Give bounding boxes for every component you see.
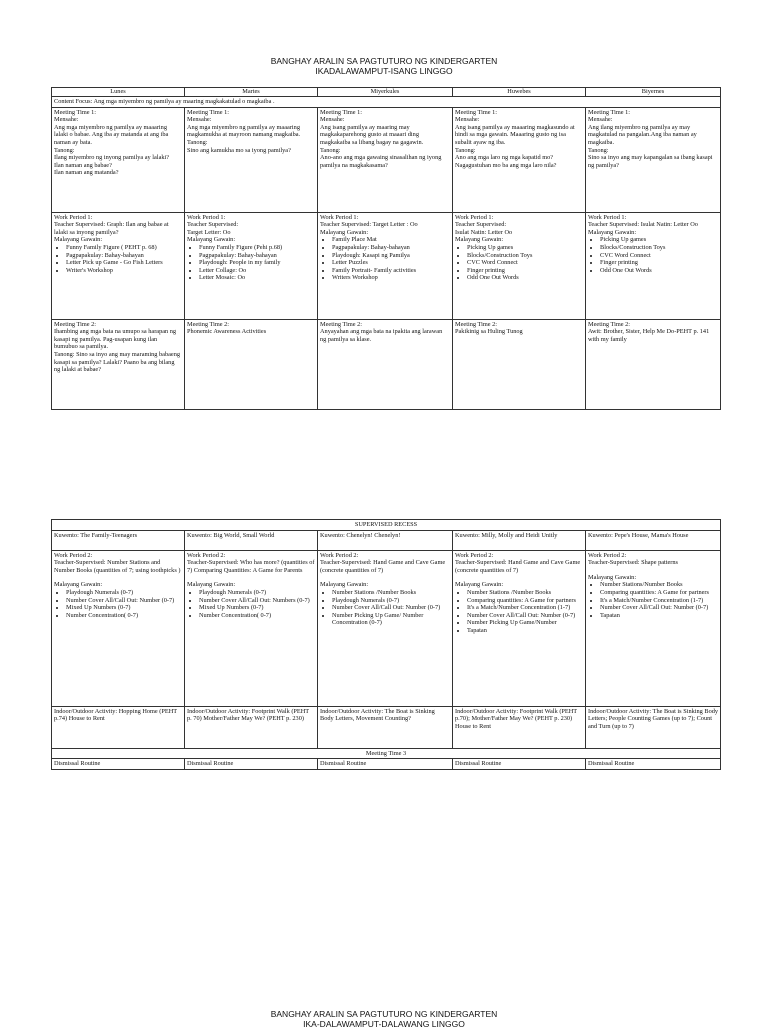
work-period-1-cell — [453, 212, 586, 319]
spacer — [320, 574, 450, 581]
list-item: • It's a Match/Number Concentration (1-7) — [600, 597, 718, 605]
list-item: • Funny Family Figure (Pehi p.68) — [199, 244, 315, 252]
cell-line: Meeting Time 1: — [54, 108, 96, 116]
activity-list — [588, 236, 718, 274]
list-item: • Playdough Numerals (0-7) — [66, 589, 182, 597]
list-item: • Number Cover All/Call Out: Number (0-7) — [467, 612, 583, 620]
cell-line: Ilan naman ang matanda? — [54, 169, 119, 177]
cell-line: Awit: Brother, Sister, Help Me Do-PEHT p. 141 with my family — [588, 328, 710, 343]
day-header-row — [52, 88, 721, 97]
cell-line: Mensahe: — [320, 116, 345, 124]
cell-line: Malayang Gawain: — [187, 236, 236, 244]
list-item: • Blocks/Construction Toys — [600, 244, 718, 252]
indoor-outdoor-row — [52, 706, 721, 748]
list-item: • Letter Puzzles — [332, 259, 450, 267]
content-focus-row — [52, 97, 721, 108]
meeting-time-1-cell — [453, 107, 586, 212]
list-item: • Number Stations /Number Books — [332, 589, 450, 597]
list-item: • Number Concentration( 0-7) — [66, 612, 182, 620]
activity-list — [320, 236, 450, 282]
list-item: • Comparing quantities: A Game for partners — [467, 597, 583, 605]
cell-line: Malayang Gawain: — [54, 236, 103, 244]
cell-line: Ang ilang miyembro ng pamilya ay may magkatulad na pangalan.Ang iba naman ay magkaiba. — [588, 123, 697, 146]
meeting-time-2-cell — [586, 319, 721, 409]
cell-line: Teacher Supervised: — [455, 221, 507, 229]
activity-list — [187, 244, 315, 282]
indoor-outdoor-cell: Indoor/Outdoor Activity: The Boat is Sinking Body Letters; People Counting Games (up to 7); Count and Turn (up to 7) — [586, 706, 721, 748]
page-subtitle: IKADALAWAMPUT-ISANG LINGGO — [315, 66, 453, 76]
list-item: • Funny Family Figure ( PEHT p. 68) — [66, 244, 182, 252]
indoor-outdoor-cell: Indoor/Outdoor Activity: Footprint Walk (PEHT p.70); Mother/Father May We? (PEHT p. 230) House to Rent — [453, 706, 586, 748]
list-item: • Number Stations/Number Books — [600, 581, 718, 589]
activity-list — [588, 581, 718, 619]
recess-row — [52, 520, 721, 531]
activity-list — [54, 589, 182, 619]
cell-line: Ilang miyembro ng inyong pamilya ay lalaki? — [54, 154, 170, 162]
cell-line: Meeting Time 2: — [54, 320, 96, 328]
day-header: Martes — [185, 88, 318, 97]
cell-line: Work Period 2: — [320, 551, 359, 559]
dismissal-cell: Dismissal Routine — [586, 759, 721, 770]
story-cell: Kuwento: The Family-Teenagers — [52, 530, 185, 550]
cell-line: Tanong: Sino sa inyo ang may maraming babaeng kasapi sa pamilya? Lalaki? Paano ba ang bilang ng lalaki at babae? — [54, 350, 180, 374]
story-cell: Kuwento: Milly, Molly and Heidi Unitly — [453, 530, 586, 550]
list-item: • CVC Word Connect — [600, 252, 718, 260]
cell-line: Meeting Time 1: — [588, 108, 630, 116]
list-item: • Finger printing — [600, 259, 718, 267]
list-item: • Comparing quantities: A Game for partners — [600, 589, 718, 597]
indoor-outdoor-cell: Indoor/Outdoor Activity: Hopping Home (PEHT p.74) House to Rent — [52, 706, 185, 748]
spacer — [455, 574, 583, 581]
cell-line: Teacher-Supervised: Shape patterns — [588, 559, 679, 567]
cell-line: Mensahe: — [54, 116, 79, 124]
cell-line: Meeting Time 2: — [588, 320, 630, 328]
list-item: • Odd One Out Words — [467, 274, 583, 282]
list-item: • Writers Workshop — [332, 274, 450, 282]
cell-line: Work Period 2: — [588, 551, 627, 559]
list-item: • Number Cover All/Call Out: Number (0-7) — [66, 597, 182, 605]
cell-line: Pakikinig sa Huling Tunog — [455, 328, 523, 336]
cell-line: Work Period 1: — [588, 213, 627, 221]
cell-line: Meeting Time 2: — [455, 320, 497, 328]
meeting-time-1-cell — [185, 107, 318, 212]
cell-line: Teacher-Supervised: Hand Game and Cave Game (concrete quantities of 7) — [320, 559, 446, 574]
cell-line: Sino ang kamukha mo sa iyong pamilya? — [187, 146, 291, 154]
cell-line: Work Period 2: — [455, 551, 494, 559]
cell-line: Teacher Supervised: Graph: Ilan ang babae at lalaki sa inyong pamilya? — [54, 221, 169, 236]
list-item: • Odd One Out Words — [600, 267, 718, 275]
list-item: • Finger printing — [467, 267, 583, 275]
meeting-time-2-cell — [52, 319, 185, 409]
cell-line: Tanong: — [187, 138, 208, 146]
list-item: • Playdough Numerals (0-7) — [332, 597, 450, 605]
list-item: • Picking Up games — [600, 236, 718, 244]
list-item: • Pagpapakulay: Bahay-bahayan — [199, 252, 315, 260]
list-item: • Writer's Workshop — [66, 267, 182, 275]
list-item: • Mixed Up Numbers (0-7) — [66, 604, 182, 612]
cell-line: Tanong: — [320, 146, 341, 154]
work-period-1-row — [52, 212, 721, 319]
activity-list — [54, 244, 182, 274]
list-item: • Playdough Numerals (0-7) — [199, 589, 315, 597]
dismissal-cell: Dismissal Routine — [52, 759, 185, 770]
dismissal-row — [52, 759, 721, 770]
meeting-time-3: Meeting Time 3 — [52, 748, 721, 759]
spacer — [187, 574, 315, 581]
story-cell: Kuwento: Big World, Small World — [185, 530, 318, 550]
cell-line: Malayang Gawain: — [588, 573, 637, 581]
cell-line: Meeting Time 2: — [320, 320, 362, 328]
day-header: Biyernes — [586, 88, 721, 97]
indoor-outdoor-cell: Indoor/Outdoor Activity: The Boat is Sinking Body Letters, Movement Counting? — [318, 706, 453, 748]
cell-line: Mensahe: — [588, 116, 613, 124]
cell-line: Work Period 1: — [187, 213, 226, 221]
meeting-time-2-row — [52, 319, 721, 409]
list-item: • CVC Word Connect — [467, 259, 583, 267]
cell-line: Malayang Gawain: — [320, 581, 369, 589]
activity-list — [187, 589, 315, 619]
week1-afternoon-table — [51, 519, 721, 770]
story-cell: Kuwento: Chenelyn! Chenelyn! — [318, 530, 453, 550]
cell-line: Tanong: — [588, 146, 609, 154]
cell-line: Malayang Gawain: — [588, 228, 637, 236]
cell-line: Teacher Supervised: — [187, 221, 239, 229]
spacer — [588, 567, 718, 574]
cell-line: Mensahe: — [455, 116, 480, 124]
story-row — [52, 530, 721, 550]
cell-line: Work Period 1: — [455, 213, 494, 221]
cell-line: Malayang Gawain: — [187, 581, 236, 589]
list-item: • Tapatan — [467, 627, 583, 635]
list-item: • Picking Up games — [467, 244, 583, 252]
cell-line: Ang isang pamilya ay maaaring magkasundo at hindi sa mga gawain. Maaaring gusto ng isa subalit ayaw ng iba. — [455, 123, 575, 146]
work-period-2-cell — [586, 550, 721, 706]
activity-list — [455, 244, 583, 282]
list-item: • Family Portrait- Family activities — [332, 267, 450, 275]
list-item: • Playdough: Kasapi ng Pamilya — [332, 252, 450, 260]
cell-line: Work Period 2: — [187, 551, 226, 559]
meeting-time-1-cell — [52, 107, 185, 212]
work-period-2-cell — [52, 550, 185, 706]
cell-line: Ano-ano ang mga gawaing sinasalihan ng iyong pamilya na magkakasama? — [320, 154, 442, 169]
cell-line: Meeting Time 2: — [187, 320, 229, 328]
cell-line: Target Letter: Oo — [187, 228, 231, 236]
cell-line: Malayang Gawain: — [320, 228, 369, 236]
spacer — [54, 574, 182, 581]
list-item: • Tapatan — [600, 612, 718, 620]
dismissal-cell: Dismissal Routine — [185, 759, 318, 770]
work-period-1-cell — [318, 212, 453, 319]
day-header: Miyerkules — [318, 88, 453, 97]
list-item: • It's a Match/Number Concentration (1-7) — [467, 604, 583, 612]
page-title: BANGHAY ARALIN SA PAGTUTURO NG KINDERGARTEN — [270, 56, 498, 66]
cell-line: Teacher-Supervised: Number Stations and Number Books (quantities of 7; using toothpicks ) — [54, 559, 181, 574]
work-period-1-cell — [586, 212, 721, 319]
cell-line: Teacher-Supervised: Hand Game and Cave Game (concrete quantities of 7) — [455, 559, 581, 574]
content-focus: Content Focus: Ang mga miyembro ng pamilya ay maaring magkakatulad o magkaiba . — [52, 97, 721, 108]
list-item: • Pagpapakulay: Bahay-bahayan — [66, 252, 182, 260]
activity-list — [320, 589, 450, 627]
cell-line: Ilan naman ang babae? — [54, 161, 112, 169]
cell-line: Meeting Time 1: — [320, 108, 362, 116]
day-header: Lunes — [52, 88, 185, 97]
list-item: • Mixed Up Numbers (0-7) — [199, 604, 315, 612]
cell-line: Phonemic Awareness Activities — [187, 328, 267, 336]
day-header: Huwebes — [453, 88, 586, 97]
cell-line: Ano ang mga laro ng mga kapatid mo? Nagagustuhan mo ba ang mga laro nila? — [455, 154, 557, 169]
list-item: • Letter Mosaic: Oo — [199, 274, 315, 282]
cell-line: Isulat Natin: Letter Oo — [455, 228, 513, 236]
cell-line: Teacher Supervised: Target Letter : Oo — [320, 221, 418, 229]
cell-line: Work Period 1: — [320, 213, 359, 221]
list-item: • Letter Collage: Oo — [199, 267, 315, 275]
supervised-recess: SUPERVISED RECESS — [52, 520, 721, 531]
list-item: • Blocks/Construction Toys — [467, 252, 583, 260]
week1-lesson-table — [51, 87, 721, 410]
cell-line: Anyayahan ang mga bata na ipakita ang larawan ng pamilya sa klase. — [320, 328, 443, 343]
cell-line: Meeting Time 1: — [455, 108, 497, 116]
list-item: • Number Picking Up Game/ Number Concentration (0-7) — [332, 612, 450, 627]
list-item: • Number Picking Up Game/Number — [467, 619, 583, 627]
page-subtitle-next: IKA-DALAWAMPUT-DALAWANG LINGGO — [303, 1019, 465, 1029]
work-period-2-cell — [318, 550, 453, 706]
cell-line: Malayang Gawain: — [455, 236, 504, 244]
meeting-time-1-cell — [318, 107, 453, 212]
work-period-1-cell — [52, 212, 185, 319]
list-item: • Number Stations /Number Books — [467, 589, 583, 597]
cell-line: Malayang Gawain: — [455, 581, 504, 589]
cell-line: Sino sa inyo ang may kapangalan sa ibang kasapi ng pamilya? — [588, 154, 713, 169]
cell-line: Teacher Supervised: Isulat Natin: Letter Oo — [588, 221, 698, 229]
cell-line: Malayang Gawain: — [54, 581, 103, 589]
work-period-2-row — [52, 550, 721, 706]
work-period-2-cell — [453, 550, 586, 706]
meeting-time-3-row — [52, 748, 721, 759]
dismissal-cell: Dismissal Routine — [453, 759, 586, 770]
cell-line: Meeting Time 1: — [187, 108, 229, 116]
meeting-time-1-row — [52, 107, 721, 212]
cell-line: Work Period 1: — [54, 213, 93, 221]
cell-line: Work Period 2: — [54, 551, 93, 559]
work-period-1-cell — [185, 212, 318, 319]
list-item: • Number Cover All/Call Out: Number (0-7) — [332, 604, 450, 612]
list-item: • Playdough: People in my family — [199, 259, 315, 267]
cell-line: Ang mga miyembro ng pamilya ay maaaring lalaki o babae. Ang iba ay matanda at ang iba naman ay bata. — [54, 123, 169, 146]
cell-line: Ihambing ang mga bata na umupo sa harapan ng kasapi ng pamilya. Pag-usapan kung ilan bumubuo sa pamilya. — [54, 328, 177, 351]
dismissal-cell: Dismissal Routine — [318, 759, 453, 770]
meeting-time-2-cell — [318, 319, 453, 409]
activity-list — [455, 589, 583, 635]
list-item: • Number Concentration( 0-7) — [199, 612, 315, 620]
cell-line: Tanong: — [455, 146, 476, 154]
cell-line: Ang isang pamilya ay maaring may magkakaparehong gusto at maaari ding magkakaiba sa libang bagay na gagawin. — [320, 123, 424, 146]
story-cell: Kuwento: Pepe's House, Mama's House — [586, 530, 721, 550]
work-period-2-cell — [185, 550, 318, 706]
cell-line: Mensahe: — [187, 116, 212, 124]
list-item: • Number Cover All/Call Out: Number (0-7) — [600, 604, 718, 612]
indoor-outdoor-cell: Indoor/Outdoor Activity: Footprint Walk (PEHT p. 70) Mother/Father May We? (PEHT p. 230) — [185, 706, 318, 748]
meeting-time-1-cell — [586, 107, 721, 212]
meeting-time-2-cell — [185, 319, 318, 409]
list-item: • Family Place Mat — [332, 236, 450, 244]
cell-line: Ang mga miyembro ng pamilya ay maaaring magkamukha at mayroon namang magkaiba. — [187, 123, 301, 139]
list-item: • Letter Pick up Game - Go Fish Letters — [66, 259, 182, 267]
meeting-time-2-cell — [453, 319, 586, 409]
page-title-next: BANGHAY ARALIN SA PAGTUTURO NG KINDERGARTEN — [270, 1009, 498, 1019]
list-item: • Pagpapakulay: Bahay-bahayan — [332, 244, 450, 252]
list-item: • Number Cover All/Call Out: Numbers (0-7) — [199, 597, 315, 605]
cell-line: Tanong: — [54, 146, 75, 154]
cell-line: Teacher-Supervised: Who has more? (quantities of 7) Comparing Quantities: A Game for Parents — [187, 559, 315, 574]
